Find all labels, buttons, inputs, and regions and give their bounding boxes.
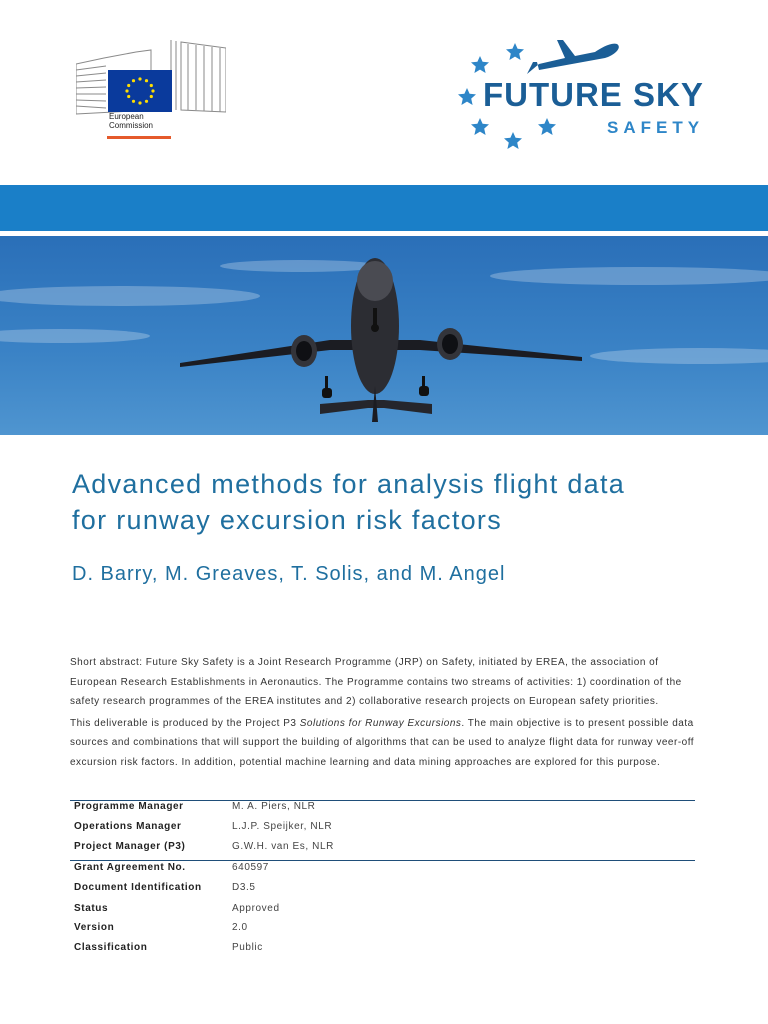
meta-row-version — [74, 922, 694, 940]
aircraft-photo — [0, 236, 768, 435]
meta-label: Classification — [74, 942, 148, 953]
title-line-1: Advanced methods for analysis flight data — [72, 469, 626, 499]
band-separator — [0, 231, 768, 235]
meta-value: D3.5 — [232, 882, 256, 893]
abstract — [70, 653, 700, 774]
meta-row-operations-manager — [74, 821, 694, 839]
ec-logo-text — [109, 112, 153, 130]
safety-wordmark: SAFETY — [607, 118, 705, 137]
meta-label: Project Manager (P3) — [74, 841, 186, 852]
meta-value: Public — [232, 942, 263, 953]
future-sky-safety-logo — [455, 38, 745, 153]
meta-label: Version — [74, 922, 115, 933]
ec-logo-underline — [107, 136, 171, 139]
abstract-paragraph-2 — [70, 714, 700, 773]
abstract-p2-rest: . The main objective is to present possible data sources and combinations that will support the building of algorithms that can be used to analyze flight data for runway veer-off excursion risk factors. In addition, potential machine learning and data mining approaches are explored for this purpose. — [70, 717, 695, 768]
document-authors: D. Barry, M. Greaves, T. Solis, and M. Angel — [72, 563, 506, 585]
meta-value: M. A. Piers, NLR — [232, 801, 316, 812]
meta-label: Document Identification — [74, 882, 202, 893]
header-band — [0, 185, 768, 231]
meta-value: 640597 — [232, 862, 269, 873]
meta-label: Status — [74, 903, 109, 914]
meta-row-status — [74, 903, 694, 921]
abstract-paragraph-1: Short abstract: Future Sky Safety is a Joint Research Programme (JRP) on Safety, initiated by EREA, the association of European Research Establishments in Aeronautics. The Programme contains two streams of activities: 1) coordination of the safety research programmes of the EREA institutes and 2) collaborative research projects on European safety priorities. — [70, 657, 682, 707]
ec-logo-line1: European — [109, 112, 144, 121]
meta-row-grant-agreement — [74, 862, 694, 880]
project-title: Solutions for Runway Excursions — [299, 717, 462, 729]
meta-value: L.J.P. Speijker, NLR — [232, 821, 333, 832]
meta-value: Approved — [232, 903, 280, 914]
title-line-2: for runway excursion risk factors — [72, 505, 503, 535]
plane-icon — [527, 40, 619, 74]
abstract-p2-intro: This deliverable is produced by the Project P3 — [70, 717, 300, 729]
future-sky-wordmark: FUTURE SKY — [483, 76, 704, 113]
meta-row-programme-manager — [74, 801, 694, 819]
document-title — [72, 466, 732, 538]
meta-value: G.W.H. van Es, NLR — [232, 841, 334, 852]
meta-label: Programme Manager — [74, 801, 184, 812]
meta-row-document-id — [74, 882, 694, 900]
ec-logo-line2: Commission — [109, 121, 154, 130]
meta-row-project-manager — [74, 841, 694, 859]
meta-value: 2.0 — [232, 922, 248, 933]
meta-label: Operations Manager — [74, 821, 182, 832]
table-mid-rule — [70, 860, 695, 861]
meta-row-classification — [74, 942, 694, 960]
meta-label: Grant Agreement No. — [74, 862, 186, 873]
